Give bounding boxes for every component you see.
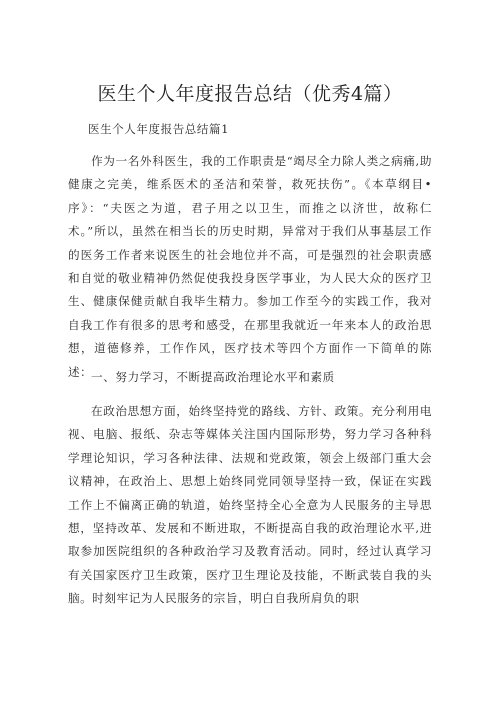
document-subheading: 医生个人年度报告总结篇1 xyxy=(88,122,230,136)
section-heading-1: 一、努力学习，不断提高政治理论水平和素质 xyxy=(91,370,335,384)
body-paragraph-1-text: 作为一名外科医生，我的工作职责是“竭尽全力除人类之病痛,助健康之完美，维系医术的圣洁和荣誉，救死扶伤”。《本草纲目•序》：“夫医之为道，君子用之以卫生，而推之以济世，故称仁术。”所以，虽然在相当长的历史时期，异常对于我们从事基层工作的医务工作者来说医生的社会地位并不高，可是强烈的社会职责感和自觉的敬业精神仍然促使我投身医学事业，为人民大众的医疗卫生、健康保健贡献自我毕生精力。参加工作至今的实践工作，我对自我工作有很多的思考和感受，在那里我就近一年来本人的政治思想，道德修养，工作作风，医疗技术等四个方面作一下简单的陈述： xyxy=(68,154,432,379)
body-paragraph-2-text: 在政治思想方面，始终坚持党的路线、方针、政策。充分利用电视、电脑、报纸、杂志等媒体关注国内国际形势，努力学习各种科学理论知识，学习各种法律、法规和党政策，领会上级部门重大会议精神，在政治上、思想上始终同党同领导坚持一致，保证在实践工作上不偏离正确的轨道，始终坚持全心全意为人民服务的主导思想，坚持改革、发展和不断进取，不断提高自我的政治理论水平,进取参加医院组织的各种政治学习及教育活动。同时，经过认真学习有关国家医疗卫生政策，医疗卫生理论及技能，不断武装自我的头脑。时刻牢记为人民服务的宗旨，明白自我所肩负的职 xyxy=(68,404,432,606)
document-title: 医生个人年度报告总结（优秀4篇） xyxy=(97,83,403,105)
body-paragraph-2 xyxy=(68,400,432,611)
body-paragraph-1 xyxy=(68,150,432,384)
